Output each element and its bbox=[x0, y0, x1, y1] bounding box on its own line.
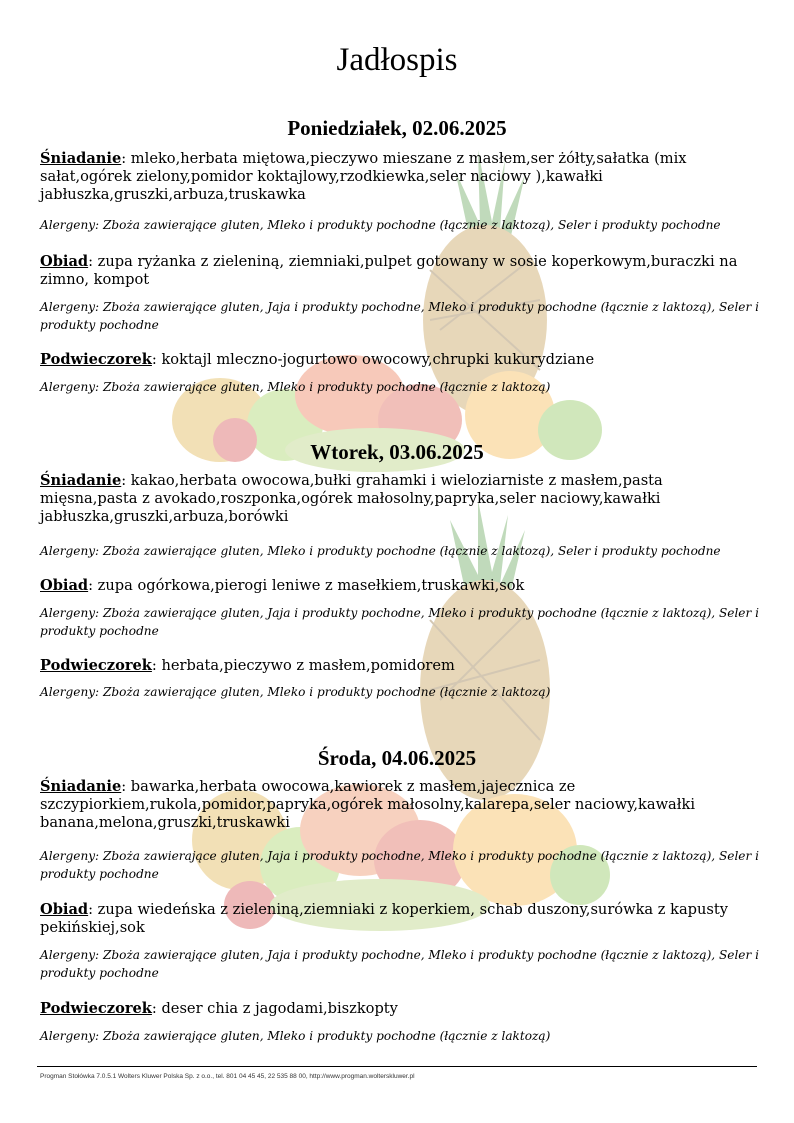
meal-separator: : bbox=[121, 150, 127, 167]
meal-description: zupa wiedeńska z zieleniną,ziemniaki z koperkiem, schab duszony,surówka z kapusty pekińskiej,sok bbox=[40, 901, 728, 936]
footer-divider bbox=[37, 1066, 757, 1067]
meal-separator: : bbox=[121, 472, 127, 489]
meal-label: Obiad bbox=[40, 577, 89, 594]
meal-label: Śniadanie bbox=[40, 150, 122, 167]
meal-separator: : bbox=[88, 577, 94, 594]
meal-description: zupa ogórkowa,pierogi leniwe z masełkiem,truskawki,sok bbox=[93, 577, 525, 594]
meal-label: Podwieczorek bbox=[40, 657, 152, 674]
meal-separator: : bbox=[88, 253, 94, 270]
allergen-note: Alergeny: Zboża zawierające gluten, Mleko i produkty pochodne (łącznie z laktozą), Seler i produkty pochodne bbox=[40, 544, 721, 558]
footer-text: Progman Stołówka 7.0.5.1 Wolters Kluwer Polska Sp. z o.o., tel. 801 04 45 45, 22 535 88 00, http://www.progman.wolterskluwer.pl bbox=[40, 1073, 415, 1080]
meal-lunch bbox=[40, 253, 762, 289]
meal-breakfast bbox=[40, 778, 762, 832]
meal-lunch bbox=[40, 901, 762, 937]
allergen-note: Alergeny: Zboża zawierające gluten, Mleko i produkty pochodne (łącznie z laktozą) bbox=[40, 1029, 551, 1043]
meal-separator: : bbox=[151, 657, 157, 674]
meal-separator: : bbox=[121, 778, 127, 795]
meal-snack bbox=[40, 657, 762, 675]
allergen-note: Alergeny: Zboża zawierające gluten, Jaja i produkty pochodne, Mleko i produkty pochodne (łącznie z laktozą), Seler i produkty pochodne bbox=[40, 606, 759, 638]
meal-snack bbox=[40, 1000, 762, 1018]
meal-label: Podwieczorek bbox=[40, 351, 152, 368]
allergen-note: Alergeny: Zboża zawierające gluten, Mleko i produkty pochodne (łącznie z laktozą) bbox=[40, 685, 551, 699]
day-heading-tuesday: Wtorek, 03.06.2025 bbox=[310, 440, 484, 464]
meal-separator: : bbox=[151, 1000, 157, 1017]
meal-description: mleko,herbata miętowa,pieczywo mieszane z masłem,ser żółty,sałatka (mix sałat,ogórek zielony,pomidor koktajlowy,rzodkiewka,seler naciowy ),kawałki jabłuszka,gruszki,arbuza,truskawka bbox=[40, 150, 687, 203]
meal-separator: : bbox=[88, 901, 94, 918]
allergen-note: Alergeny: Zboża zawierające gluten, Jaja i produkty pochodne, Mleko i produkty pochodne (łącznie z laktozą), Seler i produkty pochodne bbox=[40, 948, 759, 980]
meal-description: deser chia z jagodami,biszkopty bbox=[156, 1000, 398, 1017]
day-heading-monday: Poniedziałek, 02.06.2025 bbox=[287, 116, 507, 140]
allergen-note: Alergeny: Zboża zawierające gluten, Mleko i produkty pochodne (łącznie z laktozą) bbox=[40, 380, 551, 394]
meal-separator: : bbox=[151, 351, 157, 368]
meal-snack bbox=[40, 351, 762, 369]
meal-label: Obiad bbox=[40, 253, 89, 270]
meal-label: Podwieczorek bbox=[40, 1000, 152, 1017]
meal-description: herbata,pieczywo z masłem,pomidorem bbox=[156, 657, 455, 674]
allergen-note: Alergeny: Zboża zawierające gluten, Jaja i produkty pochodne, Mleko i produkty pochodne (łącznie z laktozą), Seler i produkty pochodne bbox=[40, 300, 759, 332]
meal-breakfast bbox=[40, 472, 762, 526]
meal-label: Śniadanie bbox=[40, 472, 122, 489]
allergen-note: Alergeny: Zboża zawierające gluten, Jaja i produkty pochodne, Mleko i produkty pochodne (łącznie z laktozą), Seler i produkty pochodne bbox=[40, 849, 759, 881]
meal-description: bawarka,herbata owocowa,kawiorek z masłem,jajecznica ze szczypiorkiem,rukola,pomidor,papryka,ogórek małosolny,kalarepa,seler naciowy,kawałki banana,melona,gruszki,truskawki bbox=[40, 778, 695, 831]
allergen-note: Alergeny: Zboża zawierające gluten, Mleko i produkty pochodne (łącznie z laktozą), Seler i produkty pochodne bbox=[40, 218, 721, 232]
page-title: Jadłospis bbox=[336, 42, 458, 78]
meal-breakfast bbox=[40, 150, 762, 204]
meal-description: zupa ryżanka z zieleniną, ziemniaki,pulpet gotowany w sosie koperkowym,buraczki na zimno, kompot bbox=[40, 253, 738, 288]
meal-description: kakao,herbata owocowa,bułki grahamki i wieloziarniste z masłem,pasta mięsna,pasta z avokado,roszponka,ogórek małosolny,papryka,seler naciowy,kawałki jabłuszka,gruszki,arbuza,borówki bbox=[40, 472, 663, 525]
meal-description: koktajl mleczno-jogurtowo owocowy,chrupki kukurydziane bbox=[156, 351, 595, 368]
meal-lunch bbox=[40, 577, 762, 595]
day-heading-wednesday: Środa, 04.06.2025 bbox=[317, 746, 477, 770]
meal-label: Śniadanie bbox=[40, 778, 122, 795]
meal-label: Obiad bbox=[40, 901, 89, 918]
